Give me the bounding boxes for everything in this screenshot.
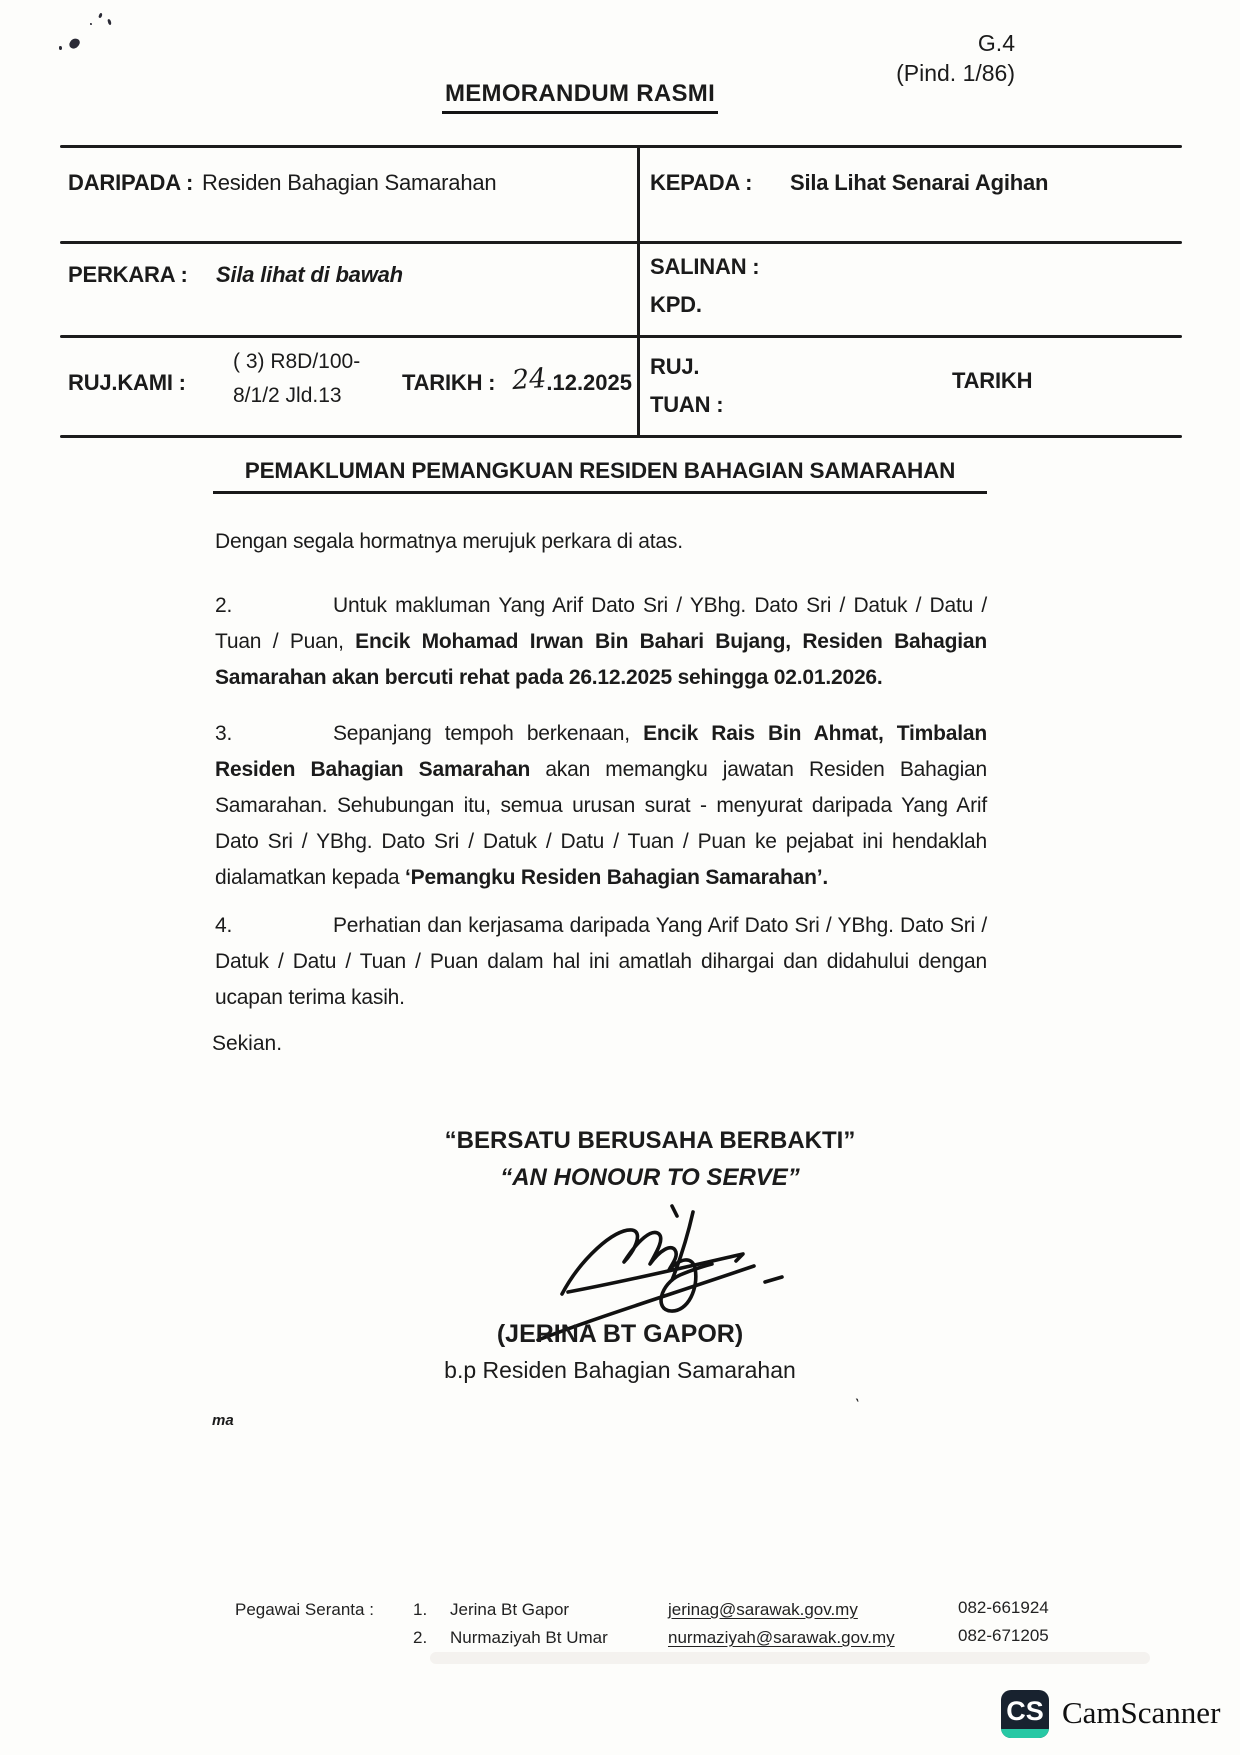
camscanner-cs-letters: CS bbox=[1006, 1696, 1044, 1726]
contact-1-number: 1. bbox=[413, 1600, 428, 1619]
ink-speck bbox=[107, 19, 111, 26]
tarikh-printed-part: .12.2025 bbox=[546, 370, 632, 395]
contact-2-number: 2. bbox=[413, 1628, 428, 1647]
tarikh-value bbox=[510, 362, 632, 397]
ink-speck bbox=[59, 46, 62, 50]
paragraph-3-text-1: Sepanjang tempoh berkenaan, bbox=[333, 722, 644, 745]
document-title: MEMORANDUM RASMI bbox=[442, 80, 718, 114]
salinan-kpd: KPD. bbox=[650, 292, 702, 317]
paragraph-3-number: 3. bbox=[215, 722, 233, 745]
paragraph-2-text: Untuk makluman Yang Arif Dato Sri / YBhg. Dato Sri / Datuk / Datu / Tuan / Puan, bbox=[215, 594, 987, 653]
subject-heading: PEMAKLUMAN PEMANGKUAN RESIDEN BAHAGIAN SAMARAHAN bbox=[213, 458, 987, 494]
form-code-block bbox=[820, 28, 1015, 88]
paragraph-3 bbox=[215, 716, 987, 896]
salinan-label: SALINAN : bbox=[650, 254, 760, 279]
document-title-wrap bbox=[320, 80, 840, 114]
ink-speck bbox=[68, 36, 82, 50]
table-rule-row2 bbox=[60, 335, 1182, 338]
camscanner-brand-text: CamScanner bbox=[1062, 1695, 1221, 1730]
camscanner-logo-icon bbox=[1001, 1690, 1049, 1738]
pegawai-seranta-label: Pegawai Seranta : bbox=[235, 1600, 374, 1619]
paragraph-2 bbox=[215, 588, 987, 696]
tarikh-right-label: TARIKH bbox=[952, 368, 1033, 393]
daripada-label: DARIPADA : bbox=[68, 170, 194, 195]
form-revision: (Pind. 1/86) bbox=[896, 60, 1015, 86]
contact-2-phone: 082-671205 bbox=[958, 1626, 1049, 1645]
salinan-block bbox=[650, 248, 759, 324]
perkara-label: PERKARA : bbox=[68, 262, 188, 287]
form-code: G.4 bbox=[977, 30, 1015, 56]
paragraph-3-bold-2: ‘Pemangku Residen Bahagian Samarahan’. bbox=[405, 866, 829, 889]
ruj-kami-label: RUJ.KAMI : bbox=[68, 370, 186, 395]
ruj-tuan-line2: TUAN : bbox=[650, 392, 724, 417]
paragraph-3-text-2: akan memangku jawatan Residen Bahagian Samarahan. Sehubungan itu, semua urusan surat - menyurat daripada Yang Arif Dato Sri / YBhg. Dato Sri / Datuk / Datu / Tuan / Puan ke pejabat ini hendaklah dialamatkan kepada bbox=[215, 758, 987, 889]
contact-2-email: nurmaziyah@sarawak.gov.my bbox=[668, 1628, 895, 1647]
kepada-value: Sila Lihat Senarai Agihan bbox=[790, 170, 1049, 195]
table-rule-row1 bbox=[60, 241, 1182, 244]
tarikh-handwritten-day: 24 bbox=[510, 362, 548, 397]
signature-tick bbox=[672, 1206, 677, 1216]
paragraph-4-text: Perhatian dan kerjasama daripada Yang Arif Dato Sri / YBhg. Dato Sri / Datuk / Datu / Tuan / Puan dalam hal ini amatlah dihargai dan didahului dengan ucapan terima kasih. bbox=[215, 914, 987, 1009]
ruj-kami-ref bbox=[233, 345, 360, 413]
scan-smudge bbox=[430, 1652, 1150, 1664]
paragraph-4-number: 4. bbox=[215, 914, 233, 937]
typist-initials: ma bbox=[212, 1412, 234, 1429]
signature-dash bbox=[765, 1277, 782, 1282]
ruj-tuan-line1: RUJ. bbox=[650, 354, 700, 379]
ink-tick: ˋ bbox=[849, 1395, 862, 1419]
kepada-label: KEPADA : bbox=[650, 170, 753, 195]
daripada-value: Residen Bahagian Samarahan bbox=[202, 170, 497, 195]
motto-line-1: “BERSATU BERUSAHA BERBAKTI” bbox=[444, 1127, 856, 1154]
paragraph-2-number: 2. bbox=[215, 594, 233, 617]
paragraph-4 bbox=[215, 908, 987, 1016]
table-rule-vertical bbox=[637, 146, 640, 438]
signatory-on-behalf: b.p Residen Bahagian Samarahan bbox=[444, 1357, 796, 1383]
motto-block bbox=[300, 1122, 1000, 1196]
paragraph-1: Dengan segala hormatnya merujuk perkara di atas. bbox=[215, 530, 683, 553]
camscanner-logo-strip bbox=[1001, 1729, 1049, 1738]
paragraph-3-bold-1: Encik Rais Bin Ahmat, Timbalan Residen Bahagian Samarahan bbox=[215, 722, 987, 781]
contact-2-name: Nurmaziyah Bt Umar bbox=[450, 1628, 608, 1647]
table-rule-top bbox=[60, 145, 1182, 148]
contact-1-phone: 082-661924 bbox=[958, 1598, 1049, 1617]
ink-speck bbox=[98, 13, 103, 19]
ruj-tuan-block bbox=[650, 348, 723, 424]
tarikh-label: TARIKH : bbox=[402, 370, 496, 395]
table-rule-bottom bbox=[60, 435, 1182, 438]
perkara-value: Sila lihat di bawah bbox=[216, 262, 403, 287]
ink-speck bbox=[90, 23, 92, 25]
ruj-kami-ref-line2: 8/1/2 Jld.13 bbox=[233, 384, 342, 407]
motto-line-2: “AN HONOUR TO SERVE” bbox=[500, 1164, 800, 1191]
paragraph-2-bold-text: Encik Mohamad Irwan Bin Bahari Bujang, Residen Bahagian Samarahan akan bercuti rehat pada 26.12.2025 sehingga 02.01.2026. bbox=[215, 630, 987, 689]
signatory-name: (JERINA BT GAPOR) bbox=[496, 1320, 744, 1348]
contact-1-email: jerinag@sarawak.gov.my bbox=[668, 1600, 858, 1619]
contact-1-name: Jerina Bt Gapor bbox=[450, 1600, 570, 1619]
ruj-kami-ref-line1: ( 3) R8D/100- bbox=[233, 350, 361, 373]
closing-line: Sekian. bbox=[212, 1032, 283, 1055]
